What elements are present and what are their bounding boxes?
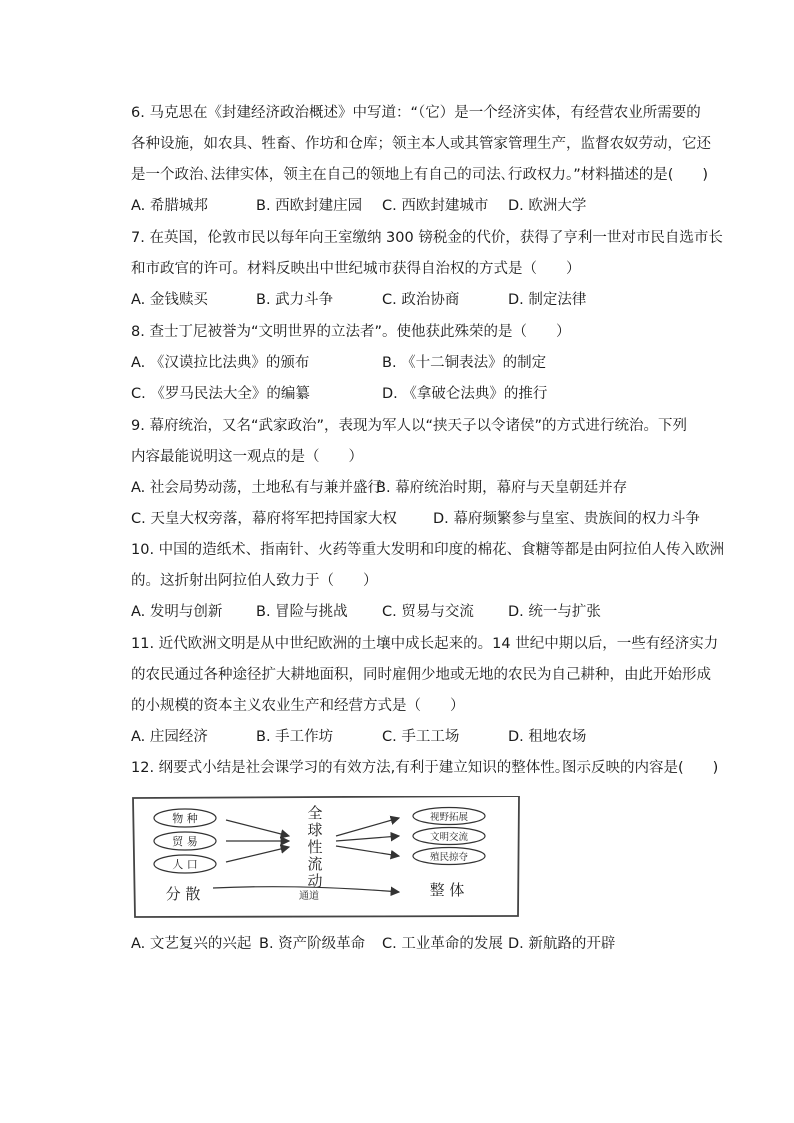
left-item-3: 人 口 bbox=[172, 858, 198, 871]
q12-option-c: C. 工业革命的发展 bbox=[382, 936, 503, 952]
arrow-right-3 bbox=[336, 846, 399, 856]
q6-line-2: 各种设施，如农具、牲畜、作坊和仓库；领主本人或其管家管理生产，监督农奴劳动，它还 bbox=[131, 136, 711, 152]
q9-line-2: 内容最能说明这一观点的是（ ） bbox=[131, 449, 363, 465]
left-item-2: 贸 易 bbox=[172, 835, 198, 848]
q7-line-1: 7. 在英国，伦敦市民以每年向王室缴纳 300 镑税金的代价，获得了亨利一世对市民自选市长 bbox=[131, 230, 723, 246]
q10-line-1: 10. 中国的造纸术、指南针、火药等重大发明和印度的棉花、食糖等都是由阿拉伯人传入欧洲 bbox=[131, 542, 725, 558]
q12-option-b: B. 资产阶级革命 bbox=[259, 936, 366, 952]
q7-option-b: B. 武力斗争 bbox=[256, 292, 334, 308]
q6-option-d: D. 欧洲大学 bbox=[508, 198, 587, 214]
right-item-3: 殖民掠夺 bbox=[429, 852, 469, 863]
q8-option-c: C. 《罗马民法大全》的编纂 bbox=[131, 386, 310, 402]
q10-option-b: B. 冒险与挑战 bbox=[256, 604, 348, 620]
q7-option-a: A. 金钱赎买 bbox=[131, 292, 208, 308]
q6-option-a: A. 希腊城邦 bbox=[131, 198, 208, 214]
q11-option-a: A. 庄园经济 bbox=[131, 729, 208, 745]
q6-line-1: 6. 马克思在《封建经济政治概述》中写道：“（它）是一个经济实体，有经营农业所需要的 bbox=[131, 105, 701, 121]
q6-option-b: B. 西欧封建庄园 bbox=[256, 198, 363, 214]
q8-line-1: 8. 查士丁尼被誉为“文明世界的立法者”。使他获此殊荣的是（ ） bbox=[131, 324, 571, 340]
q12-option-a: A. 文艺复兴的兴起 bbox=[131, 936, 252, 952]
q12-option-d: D. 新航路的开辟 bbox=[508, 936, 616, 952]
q10-option-a: A. 发明与创新 bbox=[131, 604, 223, 620]
q11-line-2: 的农民通过各种途径扩大耕地面积，同时雇佣少地或无地的农民为自己耕种，由此开始形成 bbox=[131, 667, 711, 683]
q9-option-c: C. 天皇大权旁落，幕府将军把持国家大权 bbox=[131, 511, 397, 527]
q7-option-c: C. 政治协商 bbox=[382, 292, 460, 308]
q9-option-d: D. 幕府频繁参与皇室、贵族间的权力斗争 bbox=[433, 511, 700, 527]
left-item-1: 物 种 bbox=[172, 812, 198, 825]
center-char-2: 球 bbox=[307, 821, 323, 839]
bottom-right-label: 整 体 bbox=[429, 881, 465, 899]
arrow-right-1 bbox=[336, 818, 399, 836]
q7-option-d: D. 制定法律 bbox=[508, 292, 587, 308]
flow-diagram bbox=[131, 796, 521, 918]
q9-line-1: 9. 幕府统治，又名“武家政治”，表现为军人以“挟天子以令诸侯”的方式进行统治。下列 bbox=[131, 418, 687, 434]
center-char-5: 动 bbox=[307, 872, 323, 890]
q12-line-1: 12. 纲要式小结是社会课学习的有效方法,有利于建立知识的整体性｡图示反映的内容是( ) bbox=[131, 760, 719, 776]
center-char-4: 流 bbox=[307, 855, 323, 873]
arrow-left-3 bbox=[226, 847, 289, 862]
bottom-left-label: 分 散 bbox=[165, 885, 201, 903]
arrow-right-2 bbox=[336, 836, 399, 841]
q8-option-b: B. 《十二铜表法》的制定 bbox=[382, 355, 547, 371]
q11-line-1: 11. 近代欧洲文明是从中世纪欧洲的土壤中成长起来的。14 世纪中期以后，一些有经济实力 bbox=[131, 636, 719, 652]
q7-line-2: 和市政官的许可。材料反映出中世纪城市获得自治权的方式是（ ） bbox=[131, 261, 581, 277]
q11-line-3: 的小规模的资本主义农业生产和经营方式是（ ） bbox=[131, 698, 465, 714]
q8-option-a: A. 《汉谟拉比法典》的颁布 bbox=[131, 355, 310, 371]
q6-line-3: 是一个政治､法律实体，领主在自己的领地上有自己的司法､行政权力。”材料描述的是( ) bbox=[131, 167, 709, 183]
q10-option-c: C. 贸易与交流 bbox=[382, 604, 474, 620]
q10-option-d: D. 统一与扩张 bbox=[508, 604, 601, 620]
q11-option-d: D. 租地农场 bbox=[508, 729, 587, 745]
right-item-1: 视野拓展 bbox=[429, 812, 469, 823]
q11-option-c: C. 手工工场 bbox=[382, 729, 460, 745]
q8-option-d: D. 《拿破仑法典》的推行 bbox=[382, 386, 548, 402]
bottom-center-label: 通道 bbox=[299, 891, 319, 902]
q9-option-a: A. 社会局势动荡，土地私有与兼并盛行 bbox=[131, 480, 382, 496]
q11-option-b: B. 手工作坊 bbox=[256, 729, 334, 745]
q10-line-2: 的。这折射出阿拉伯人致力于（ ） bbox=[131, 573, 378, 589]
q9-option-b: B. 幕府统治时期，幕府与天皇朝廷并存 bbox=[376, 480, 628, 496]
right-item-2: 文明交流 bbox=[429, 832, 469, 843]
arrow-left-1 bbox=[226, 820, 289, 836]
q6-option-c: C. 西欧封建城市 bbox=[382, 198, 489, 214]
center-char-3: 性 bbox=[307, 838, 323, 856]
center-char-1: 全 bbox=[307, 804, 323, 822]
